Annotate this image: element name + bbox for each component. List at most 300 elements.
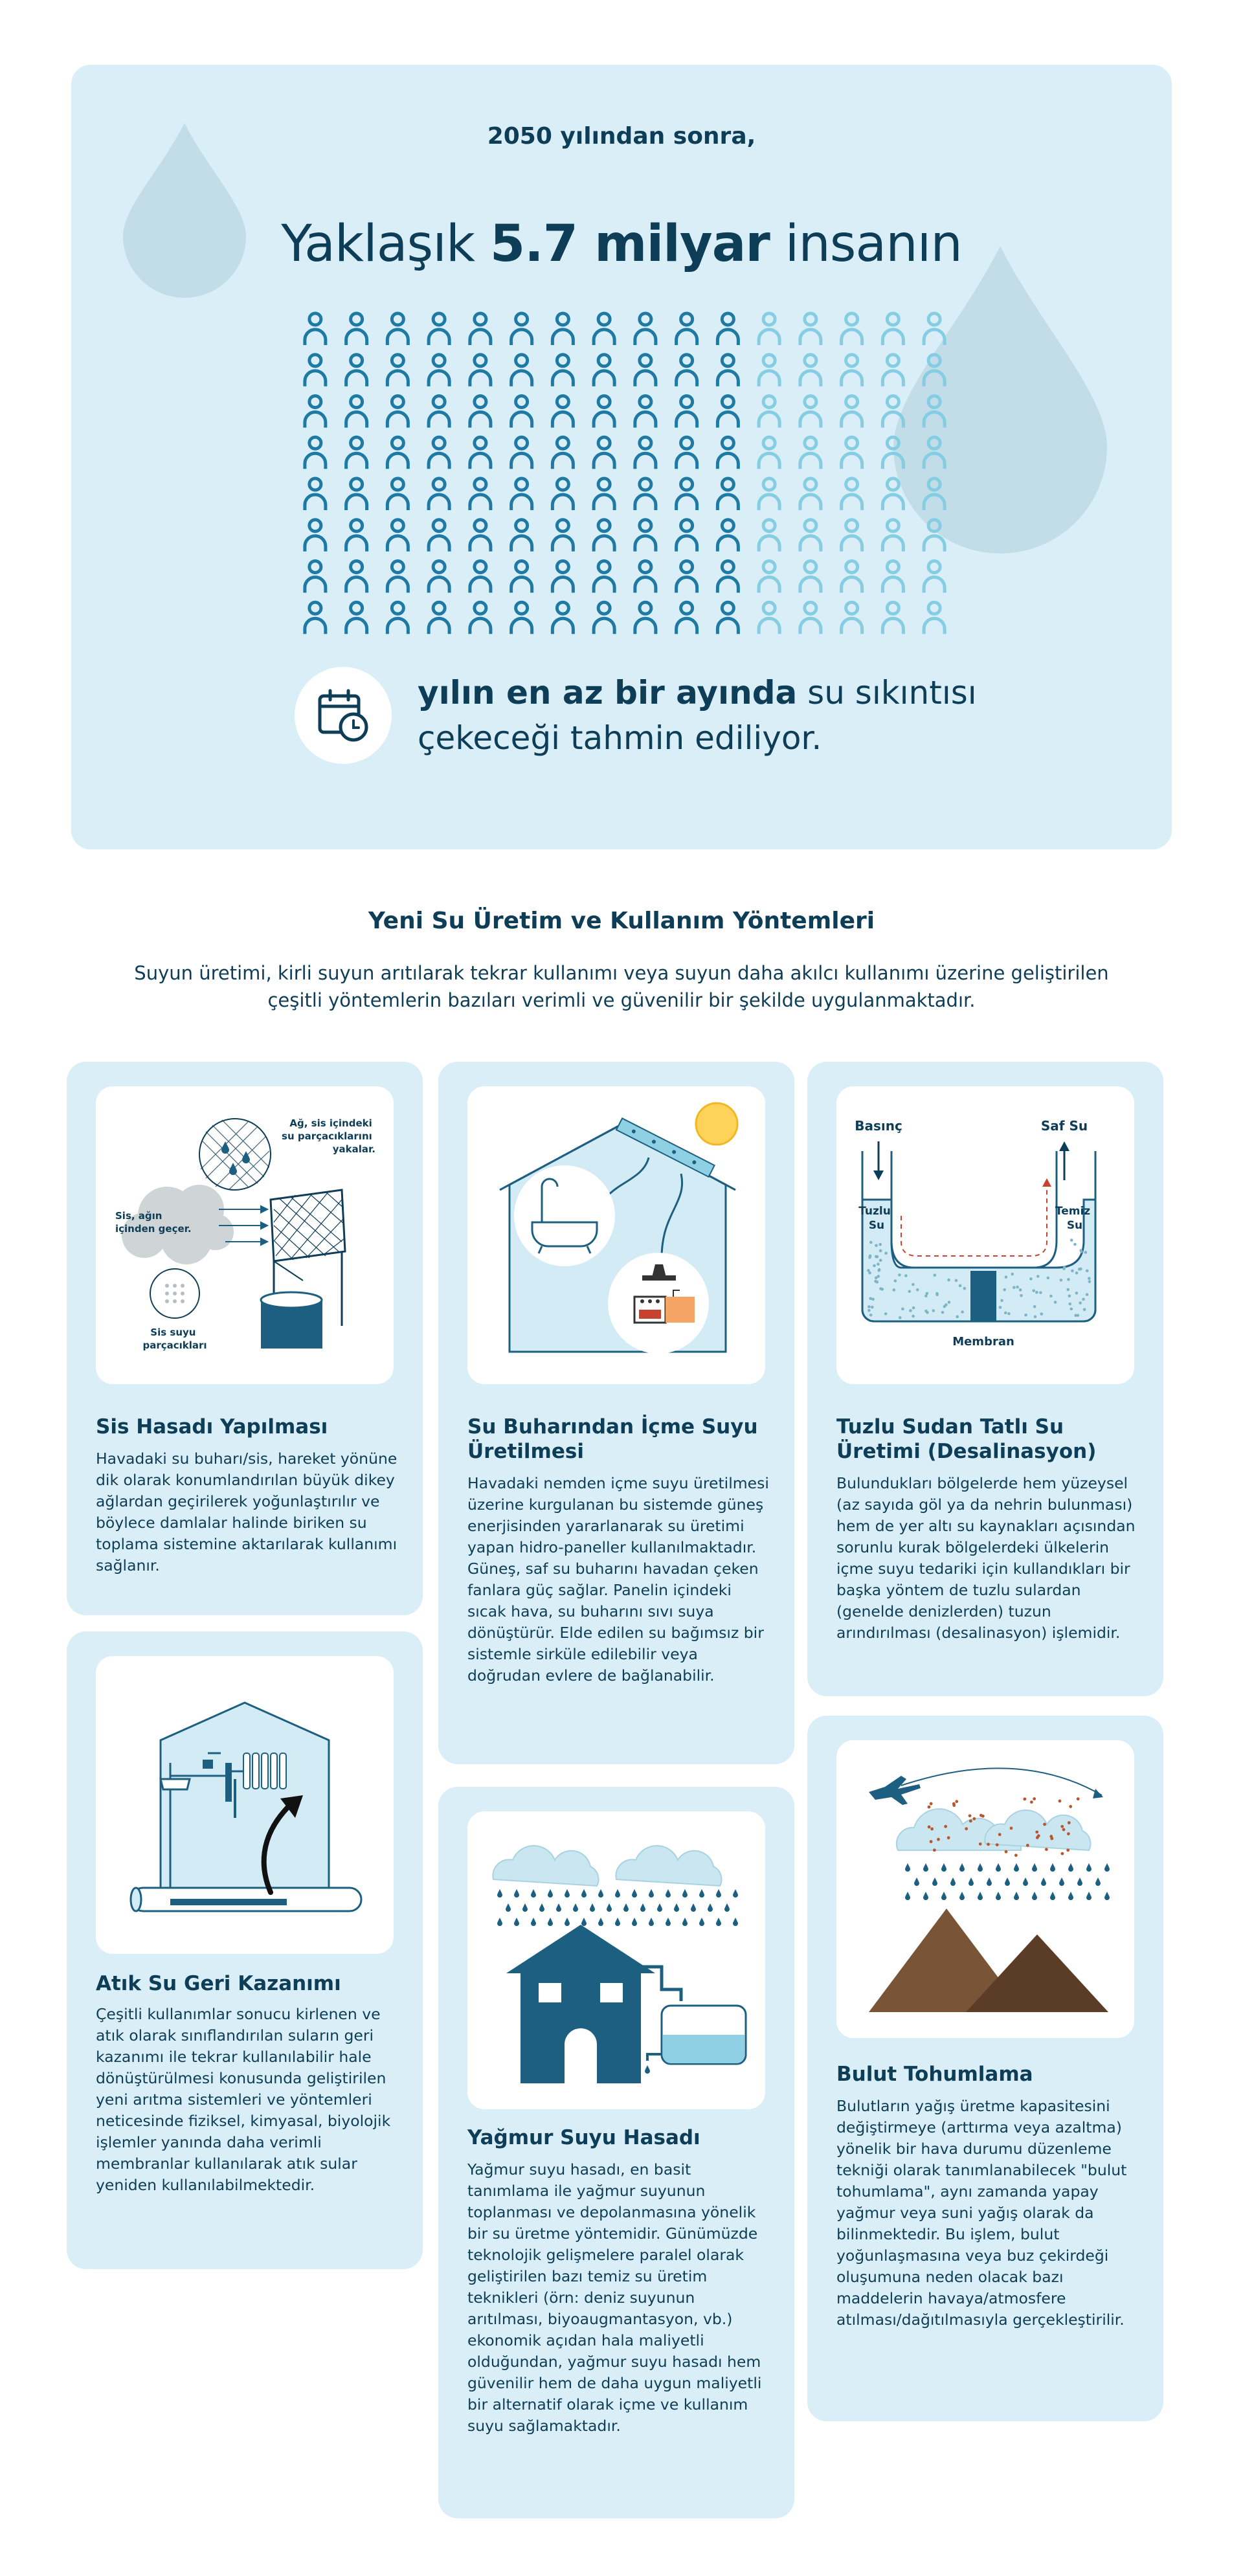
person-icon <box>305 561 326 593</box>
salt-particle <box>945 1303 948 1306</box>
salt-particle <box>1074 1314 1077 1317</box>
salt-particle <box>1019 1288 1022 1292</box>
salt-particle <box>1071 1270 1074 1273</box>
person-icon <box>511 396 532 428</box>
person-icon <box>800 396 821 428</box>
person-icon <box>924 602 945 634</box>
person-icon <box>717 396 738 428</box>
salt-particle <box>1004 1312 1007 1315</box>
salt-particle <box>1066 1288 1069 1292</box>
person-icon <box>552 561 573 593</box>
person-icon <box>429 561 449 593</box>
person-icon <box>552 313 573 345</box>
calendar-clock-icon <box>316 688 370 743</box>
salt-particle <box>875 1255 879 1259</box>
label-clean-2: Su <box>1066 1219 1083 1232</box>
person-icon <box>759 478 779 510</box>
person-icon <box>594 355 614 386</box>
seed-particle <box>930 1802 933 1806</box>
label-pure-water: Saf Su <box>1040 1118 1088 1134</box>
person-icon <box>387 520 408 552</box>
card-cloud-seeding <box>807 1716 1163 2421</box>
salt-particle <box>1075 1271 1079 1275</box>
seed-particle <box>944 1825 947 1828</box>
rain-drop <box>666 1918 671 1926</box>
section-intro: Suyun üretimi, kirli suyun arıtılarak tekrar kullanımı veya suyun daha akılcı kullanımı üzerine geliştirilen çeşitli yöntemlerin bazıları verimli ve güvenilir bir şekilde uygulanmaktadır. <box>134 962 1109 1011</box>
rain-drop <box>522 1903 528 1912</box>
seed-particle <box>1077 1797 1080 1800</box>
person-icon <box>842 313 862 345</box>
rain-drop <box>1014 1863 1019 1872</box>
person-icon <box>346 437 367 469</box>
section-title: Yeni Su Üretim ve Kullanım Yöntemleri <box>368 908 875 934</box>
seed-particle <box>952 1804 956 1807</box>
salt-particle <box>1086 1270 1089 1273</box>
desalination-illustration <box>836 1086 1134 1384</box>
person-icon <box>882 561 903 593</box>
salt-particle <box>1005 1275 1008 1279</box>
salt-particle <box>1067 1278 1070 1281</box>
rain-drop <box>565 1889 570 1898</box>
person-icon <box>594 396 614 428</box>
salt-particle <box>933 1273 936 1277</box>
seed-particle <box>1060 1852 1064 1855</box>
rain-drop <box>978 1863 983 1872</box>
rain-drop <box>978 1892 983 1900</box>
person-icon <box>759 520 779 552</box>
person-icon <box>882 520 903 552</box>
person-icon <box>924 437 945 469</box>
person-icon <box>511 520 532 552</box>
rain-drop <box>615 1889 620 1898</box>
salt-particle <box>1049 1295 1053 1298</box>
person-icon <box>346 396 367 428</box>
label-fog-2: içinden geçer. <box>115 1223 192 1235</box>
seed-particle <box>1069 1805 1072 1808</box>
people-grid <box>295 308 955 638</box>
person-icon <box>635 478 656 510</box>
card-water-vapor <box>438 1062 794 1764</box>
person-icon <box>387 313 408 345</box>
card-title: Bulut Tohumlama <box>836 2063 1033 2086</box>
card-text: Havadaki su buharı/sis, hareket yönüne dik olarak konumlandırılan büyük dikey ağlardan geçirilerek yoğunlaştırılır ve böylece damlalar halinde biriken su toplama sistemine aktarılarak kullanımı sağlanır. <box>96 1450 398 1574</box>
salt-particle <box>879 1249 882 1253</box>
rain-drop <box>674 1903 679 1912</box>
rain-drop <box>497 1918 502 1926</box>
rain-drop <box>531 1918 536 1926</box>
rain-drop <box>666 1889 671 1898</box>
person-icon <box>346 561 367 593</box>
rain-drop <box>565 1918 570 1926</box>
seed-particle <box>947 1836 950 1839</box>
rain-drop <box>1041 1877 1046 1886</box>
rain-drop <box>914 1877 919 1886</box>
label-pressure: Basınç <box>855 1118 902 1134</box>
rain-drop <box>1050 1892 1055 1900</box>
person-icon <box>882 396 903 428</box>
rain-drop <box>514 1889 519 1898</box>
rain-drop <box>1059 1877 1064 1886</box>
person-icon <box>387 561 408 593</box>
salt-particle <box>875 1244 878 1248</box>
rain-drop <box>590 1903 595 1912</box>
person-icon <box>594 561 614 593</box>
rain-drop <box>657 1903 662 1912</box>
salt-particle <box>1020 1294 1023 1297</box>
salt-particle <box>1033 1305 1036 1308</box>
salt-particle <box>1088 1280 1092 1283</box>
hero-subtitle-line2: çekeceği tahmin ediliyor. <box>418 719 822 757</box>
label-salty-2: Su <box>868 1219 885 1232</box>
person-icon <box>429 478 449 510</box>
seed-particle <box>1067 1832 1070 1835</box>
salt-particle <box>1078 1268 1081 1271</box>
person-icon <box>511 561 532 593</box>
person-icon <box>387 602 408 634</box>
person-icon <box>717 355 738 386</box>
hero-subtitle <box>418 670 1000 761</box>
person-icon <box>842 355 862 386</box>
seed-particle <box>1030 1800 1033 1804</box>
person-icon <box>552 520 573 552</box>
person-icon <box>346 520 367 552</box>
person-icon <box>635 355 656 386</box>
rain-drop <box>905 1892 910 1900</box>
salt-particle <box>959 1284 962 1288</box>
person-icon <box>717 478 738 510</box>
person-icon <box>346 602 367 634</box>
seed-particle <box>965 1827 968 1830</box>
person-icon <box>759 602 779 634</box>
salt-particle <box>926 1292 929 1295</box>
card-text: Bulutların yağış üretme kapasitesini değiştirmeye (arttırma veya azaltma) yönelik bir hava durumu düzenleme tekniği olarak tanımlanabilecek "bulut tohumlama", aynı zamanda yapay yağmur veya suni yağış olarak da bilinmektedir. Bu işlem, bulut yoğunlaşmasına veya buz çekirdeği oluşumuna neden olacak bazı maddelerin havaya/atmosfere atılması/dağıtılmasıyla gerçekleştirilir. <box>836 2097 1127 2329</box>
person-icon <box>429 313 449 345</box>
svg-text:Sis suyu parçacıkları <box>142 1327 207 1351</box>
salt-particle <box>955 1279 958 1282</box>
person-icon <box>717 437 738 469</box>
salt-particle <box>879 1243 882 1246</box>
salt-particle <box>868 1271 871 1275</box>
person-icon <box>387 478 408 510</box>
person-icon <box>429 520 449 552</box>
rain-drop <box>607 1903 612 1912</box>
salt-particle <box>868 1309 871 1312</box>
person-icon <box>429 355 449 386</box>
seed-particle <box>998 1833 1002 1836</box>
salt-particle <box>1054 1301 1057 1304</box>
person-icon <box>800 561 821 593</box>
person-icon <box>842 561 862 593</box>
person-icon <box>511 437 532 469</box>
salt-particle <box>912 1306 915 1310</box>
seed-particle <box>1068 1821 1071 1824</box>
rain-drop <box>497 1889 502 1898</box>
rain-harvesting-illustration <box>467 1811 765 2109</box>
salt-particle <box>904 1274 908 1277</box>
card-text: Çeşitli kullanımlar sonucu kirlenen ve atık olarak sınıflandırılan suların geri kazanımı ile tekrar kullanılabilir hale dönüştürülmesi konusunda geliştirilen yeni arıtma sistemleri ve yöntemleri neticesinde fiziksel, kimyasal, biyolojik işlemler yanında daha verimli membranlar kullanılarak atık sular yeniden kullanılabilmektedir. <box>96 2005 391 2194</box>
rain-drop <box>1005 1877 1010 1886</box>
person-icon <box>552 396 573 428</box>
salt-particle <box>963 1287 967 1290</box>
rain-drop <box>716 1918 721 1926</box>
rain-drop <box>716 1889 721 1898</box>
person-icon <box>924 478 945 510</box>
salt-particle <box>869 1297 872 1300</box>
person-icon <box>594 520 614 552</box>
person-icon <box>511 602 532 634</box>
hero-title <box>71 215 1172 273</box>
seed-particle <box>1060 1825 1064 1828</box>
rain-drop <box>996 1892 1001 1900</box>
label-membrane: Membran <box>952 1335 1014 1349</box>
salt-particle <box>1062 1267 1066 1270</box>
salt-particle <box>1047 1277 1050 1280</box>
salt-particle <box>879 1259 882 1262</box>
person-icon <box>552 478 573 510</box>
person-icon <box>305 602 326 634</box>
hero-subtitle-bold: yılın en az bir ayında <box>418 674 798 711</box>
person-icon <box>759 437 779 469</box>
rain-drop <box>932 1877 937 1886</box>
salt-particle <box>1079 1301 1082 1305</box>
rain-drop <box>923 1892 928 1900</box>
rain-drop <box>1068 1863 1073 1872</box>
seed-particle <box>1005 1850 1008 1854</box>
person-icon <box>677 561 697 593</box>
salt-particle <box>1060 1279 1063 1282</box>
rain-drop <box>548 1918 553 1926</box>
rain-drop <box>1014 1892 1019 1900</box>
person-icon <box>429 437 449 469</box>
person-icon <box>305 478 326 510</box>
salt-particle <box>1039 1291 1042 1294</box>
salt-particle <box>935 1294 939 1297</box>
person-icon <box>717 520 738 552</box>
rain-drop <box>640 1903 645 1912</box>
salt-particle <box>947 1279 950 1282</box>
rain-drop <box>969 1877 974 1886</box>
person-icon <box>677 355 697 386</box>
salt-particle <box>1029 1277 1033 1281</box>
salt-particle <box>878 1268 881 1271</box>
salt-particle <box>912 1315 915 1318</box>
person-icon <box>305 437 326 469</box>
seed-particle <box>972 1817 976 1820</box>
salt-particle <box>1080 1250 1083 1253</box>
person-icon <box>346 355 367 386</box>
person-icon <box>800 355 821 386</box>
salt-particle <box>932 1309 935 1312</box>
person-icon <box>842 437 862 469</box>
person-icon <box>387 396 408 428</box>
person-icon <box>635 520 656 552</box>
person-icon <box>677 478 697 510</box>
seed-particle <box>980 1814 983 1817</box>
person-icon <box>470 313 491 345</box>
person-icon <box>305 396 326 428</box>
hero-subtitle-rest: su sıkıntısı <box>807 674 977 711</box>
person-icon <box>470 561 491 593</box>
rain-drop <box>682 1889 688 1898</box>
salt-particle <box>1073 1243 1077 1246</box>
label-salty-1: Tuzlu <box>858 1205 891 1218</box>
person-icon <box>800 602 821 634</box>
salt-particle <box>1086 1293 1089 1296</box>
person-icon <box>470 396 491 428</box>
person-icon <box>346 478 367 510</box>
person-icon <box>717 602 738 634</box>
person-icon <box>552 437 573 469</box>
rain-drop <box>987 1877 992 1886</box>
card-text: Yağmur suyu hasadı, en basit tanımlama ile yağmur suyunun toplanması ve depolanmasına yönelik bir su üretme yöntemidir. Günümüzde teknolojik gelişmelere paralel olarak geliştirilen bazı temiz su üretim teknikleri (örn: deniz suyunun arıtılması, biyoaugmantasyon, vb.) ekonomik açıdan hala maliyetli olduğundan, yağmur suyu hasadı hem güvenilir hem de daha uygun maliyetli bir alternatif olarak içme ve kullanım suyu sağlamaktadır. <box>467 2160 762 2435</box>
waste-water-illustration <box>96 1656 394 1954</box>
rain-drop <box>1104 1892 1110 1900</box>
salt-particle <box>1024 1314 1027 1317</box>
hero-panel <box>71 65 1172 849</box>
seed-particle <box>969 1819 972 1822</box>
rain-drop <box>996 1863 1001 1872</box>
rain-drop <box>556 1903 561 1912</box>
salt-particle <box>868 1305 871 1308</box>
card-fog-harvesting <box>67 1062 423 1615</box>
person-icon <box>635 313 656 345</box>
salt-particle <box>912 1283 915 1286</box>
salt-particle <box>1068 1303 1071 1306</box>
person-icon <box>470 478 491 510</box>
salt-particle <box>1036 1275 1040 1278</box>
person-icon <box>842 478 862 510</box>
rain-drop <box>649 1918 654 1926</box>
rain-drop <box>548 1889 553 1898</box>
person-icon <box>387 355 408 386</box>
salt-particle <box>1084 1251 1088 1254</box>
seed-particle <box>979 1842 982 1846</box>
rain-drop <box>623 1903 629 1912</box>
rain-drop <box>691 1903 696 1912</box>
person-icon <box>800 478 821 510</box>
salt-particle <box>1032 1289 1035 1292</box>
rain-drop <box>959 1892 965 1900</box>
rain-drop <box>923 1863 928 1872</box>
person-icon <box>882 602 903 634</box>
rain-drop <box>598 1889 603 1898</box>
person-icon <box>677 437 697 469</box>
salt-particle <box>898 1273 901 1277</box>
seed-particle <box>1045 1848 1048 1851</box>
rain-drop <box>1023 1877 1028 1886</box>
person-icon <box>305 520 326 552</box>
person-icon <box>635 396 656 428</box>
salt-particle <box>948 1301 951 1304</box>
person-icon <box>882 313 903 345</box>
salt-particle <box>894 1279 897 1282</box>
rain-drop <box>598 1918 603 1926</box>
rain-drop <box>682 1918 688 1926</box>
salt-particle <box>877 1275 880 1278</box>
rain-drop <box>649 1889 654 1898</box>
person-icon <box>677 602 697 634</box>
salt-particle <box>884 1251 888 1255</box>
salt-particle <box>1003 1288 1006 1292</box>
card-title: Sis Hasadı Yapılması <box>96 1415 328 1439</box>
rain-drop <box>539 1903 544 1912</box>
salt-particle <box>869 1241 873 1244</box>
label-net-2: su parçacıklarını <box>282 1130 372 1142</box>
seed-particle <box>1049 1835 1053 1838</box>
person-icon <box>717 561 738 593</box>
person-icon <box>552 602 573 634</box>
salt-particle <box>1083 1308 1086 1311</box>
seed-particle <box>987 1842 990 1846</box>
salt-particle <box>874 1280 877 1283</box>
hero-title-number: 5.7 milyar <box>489 215 770 273</box>
salt-particle <box>1007 1312 1011 1316</box>
salt-particle <box>869 1255 872 1258</box>
hero-title-prefix: Yaklaşık <box>281 215 475 273</box>
person-icon <box>842 602 862 634</box>
person-icon <box>305 313 326 345</box>
calendar-clock-badge <box>295 667 392 764</box>
seed-particle <box>1010 1827 1013 1830</box>
rain-drop <box>632 1889 637 1898</box>
rain-drop <box>905 1863 910 1872</box>
rain-drop <box>531 1889 536 1898</box>
person-icon <box>511 478 532 510</box>
rain-drop <box>708 1903 713 1912</box>
salt-particle <box>1034 1315 1037 1318</box>
person-icon <box>470 355 491 386</box>
seed-particle <box>955 1800 958 1803</box>
seed-particle <box>1035 1830 1038 1833</box>
seed-particle <box>1014 1854 1018 1857</box>
seed-particle <box>928 1826 931 1829</box>
rain-drop <box>581 1918 587 1926</box>
card-title: Su Buharından İçme Suyu Üretilmesi <box>467 1415 758 1463</box>
rain-drop <box>699 1918 704 1926</box>
rain-drop <box>573 1903 578 1912</box>
label-particles-2: parçacıkları <box>142 1339 207 1351</box>
rain-drop <box>733 1918 738 1926</box>
salt-particle <box>941 1311 945 1314</box>
salt-particle <box>1011 1273 1014 1276</box>
person-icon <box>924 355 945 386</box>
salt-particle <box>1000 1299 1003 1303</box>
salt-particle <box>999 1306 1002 1309</box>
person-icon <box>800 437 821 469</box>
rain-drop <box>959 1863 965 1872</box>
svg-text:Ağ, sis içindeki su pa <box>282 1117 375 1155</box>
person-icon <box>635 602 656 634</box>
rain-drop <box>941 1863 946 1872</box>
label-clean-1: Temiz <box>1055 1205 1091 1218</box>
card-text: Havadaki nemden içme suyu üretilmesi üzerine kurgulanan bu sistemde güneş enerjisinden yararlanarak su üretimi yapan hidro-paneller kullanılmaktadır. Güneş, saf su buharını havadan çeken fanlara güç sağlar. Panelin içindeki sıcak hava, su buharını sıvı suya dönüştürür. Elde edilen su bağımsız bir sistemle sirküle edilebilir veya doğrudan evlere de bağlanabilir. <box>467 1474 769 1685</box>
salt-particle <box>1070 1308 1073 1311</box>
card-title: Yağmur Suyu Hasadı <box>467 2126 700 2149</box>
card-desalination <box>807 1062 1163 1696</box>
rain-drop <box>1032 1863 1037 1872</box>
rain-drop <box>1068 1892 1073 1900</box>
label-particles-1: Sis suyu <box>150 1327 196 1338</box>
salt-particle <box>1068 1294 1071 1297</box>
seed-particle <box>933 1848 936 1852</box>
person-icon <box>842 396 862 428</box>
card-title: Atık Su Geri Kazanımı <box>96 1972 341 1995</box>
seed-particle <box>1026 1844 1029 1847</box>
hero-pre-title: 2050 yılından sonra, <box>487 123 756 150</box>
salt-particle <box>1070 1238 1073 1242</box>
rain-drop <box>1086 1863 1092 1872</box>
seed-particle <box>930 1828 934 1831</box>
